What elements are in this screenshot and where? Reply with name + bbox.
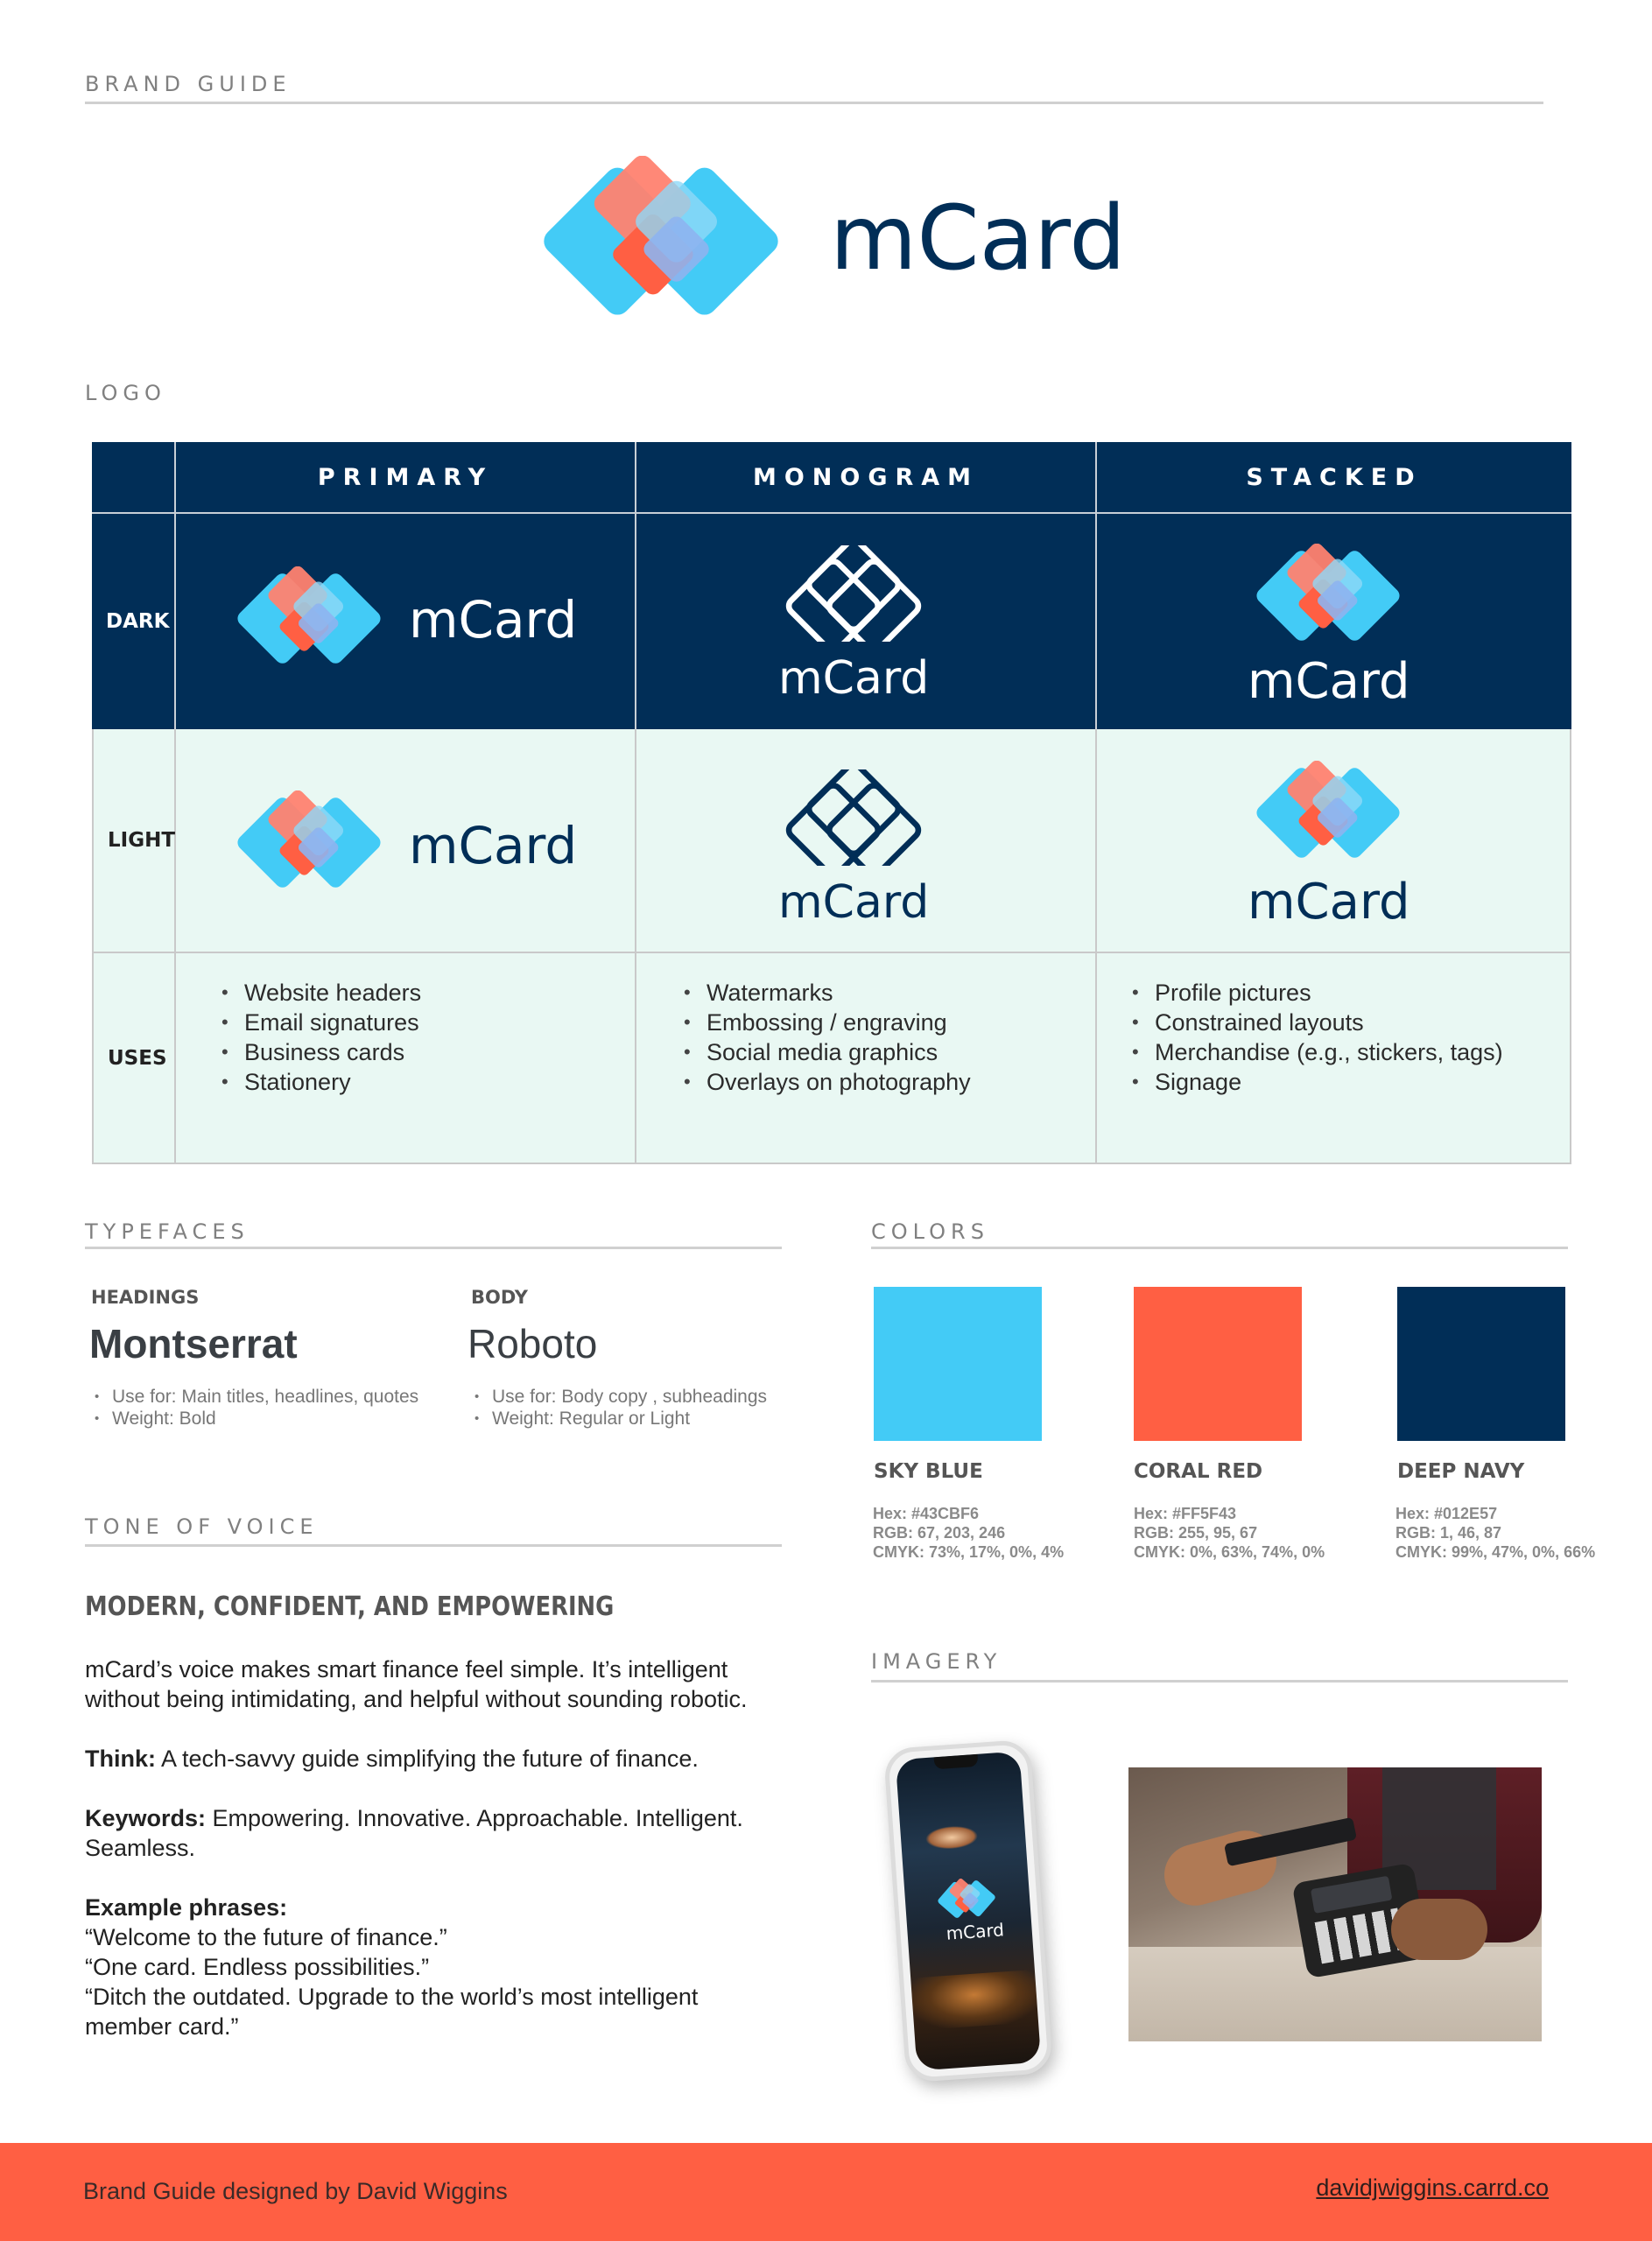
color-name-sky-blue: SKY BLUE: [874, 1460, 983, 1483]
monogram-uses-list: [684, 978, 971, 1097]
row-light-label: LIGHT: [92, 729, 176, 952]
stacked-light-cell: [1097, 729, 1571, 952]
list-item: • Use for: Main titles, headlines, quotes: [95, 1386, 418, 1408]
stacked-uses-list: [1132, 978, 1503, 1097]
footer-bar: [0, 2143, 1652, 2241]
swatch-sky-blue: [874, 1287, 1042, 1441]
phone-wordmark: mCard: [945, 1919, 1005, 1944]
list-item: • Watermarks: [684, 978, 971, 1008]
swatch-coral-red: [1134, 1287, 1302, 1441]
think-label: Think:: [85, 1746, 156, 1772]
phone-light-glow: [924, 1824, 979, 1851]
monogram-light-wordmark: mCard: [778, 876, 930, 929]
list-item: • Stationery: [221, 1067, 421, 1097]
headings-title: HEADINGS: [91, 1287, 200, 1308]
header-divider: [85, 102, 1543, 104]
stacked-dark-cell: [1097, 512, 1571, 729]
phone-screen: [896, 1751, 1041, 2070]
list-item: • Business cards: [221, 1037, 421, 1067]
stacked-light-logomark: [1249, 761, 1407, 868]
tone-body: [85, 1654, 785, 2041]
primary-dark-cell: [176, 512, 636, 729]
swatch-deep-navy: [1397, 1287, 1565, 1441]
logo-table: [92, 442, 1571, 1164]
tone-label: TONE OF VOICE: [85, 1514, 319, 1539]
stacked-dark-wordmark: mCard: [1248, 653, 1410, 710]
footer-link[interactable]: davidjwiggins.carrd.co: [1316, 2174, 1549, 2201]
typefaces-label: TYPEFACES: [85, 1219, 250, 1244]
primary-uses-list: [221, 978, 421, 1097]
example-phrase: “One card. Endless possibilities.”: [85, 1954, 430, 1980]
list-item: • Weight: Regular or Light: [475, 1408, 767, 1430]
think-text: A tech-savvy guide simplifying the future of finance.: [156, 1746, 699, 1772]
col-monogram: MONOGRAM: [636, 442, 1097, 512]
tone-divider: [85, 1544, 782, 1547]
body-font-name: Roboto: [467, 1321, 598, 1366]
list-item: • Constrained layouts: [1132, 1008, 1503, 1037]
phone-logomark: [933, 1876, 999, 1924]
monogram-uses-cell: [636, 952, 1097, 1164]
typefaces-divider: [85, 1247, 782, 1249]
primary-light-wordmark: mCard: [409, 816, 578, 875]
payment-terminal-photo: [1128, 1767, 1542, 2041]
imagery-divider: [871, 1680, 1568, 1683]
table-corner: [92, 442, 176, 512]
list-item: • Signage: [1132, 1067, 1503, 1097]
primary-light-cell: [176, 729, 636, 952]
col-stacked: STACKED: [1097, 442, 1571, 512]
stacked-uses-cell: [1097, 952, 1571, 1164]
list-item: • Use for: Body copy , subheadings: [475, 1386, 767, 1408]
list-item: • Merchandise (e.g., stickers, tags): [1132, 1037, 1503, 1067]
keywords-label: Keywords:: [85, 1805, 207, 1831]
monogram-light-cell: [636, 729, 1097, 952]
stacked-light-wordmark: mCard: [1248, 874, 1410, 931]
color-info-sky-blue: Hex: #43CBF6 RGB: 67, 203, 246 CMYK: 73%, 17%, 0%, 4%: [873, 1505, 1065, 1561]
colors-divider: [871, 1247, 1568, 1249]
body-title: BODY: [471, 1287, 528, 1308]
imagery-label: IMAGERY: [871, 1649, 1002, 1674]
example-phrase: “Ditch the outdated. Upgrade to the world’s most intelligent member card.”: [85, 1984, 699, 2040]
hero-wordmark: mCard: [830, 186, 1126, 291]
tone-think: [85, 1744, 785, 1774]
tone-headline: MODERN, CONFIDENT, AND EMPOWERING: [85, 1591, 615, 1622]
examples-label: Example phrases:: [85, 1894, 288, 1921]
list-item: • Overlays on photography: [684, 1067, 971, 1097]
tone-intro: mCard’s voice makes smart finance feel simple. It’s intelligent without being intimidating, and helpful without sounding robotic.: [85, 1656, 748, 1712]
logo-section-label: LOGO: [85, 381, 166, 405]
list-item: • Website headers: [221, 978, 421, 1008]
footer-credit: Brand Guide designed by David Wiggins: [83, 2178, 508, 2204]
headings-notes: [95, 1386, 418, 1430]
color-info-deep-navy: Hex: #012E57 RGB: 1, 46, 87 CMYK: 99%, 47%, 0%, 66%: [1395, 1505, 1596, 1561]
list-item: • Profile pictures: [1132, 978, 1503, 1008]
monogram-light-mark: [775, 769, 932, 866]
colors-label: COLORS: [871, 1219, 989, 1244]
monogram-dark-cell: [636, 512, 1097, 729]
monogram-dark-mark: [775, 545, 932, 642]
col-primary: PRIMARY: [176, 442, 636, 512]
primary-uses-cell: [176, 952, 636, 1164]
color-name-coral-red: CORAL RED: [1134, 1460, 1263, 1483]
list-item: • Embossing / engraving: [684, 1008, 971, 1037]
primary-dark-logomark: [230, 566, 388, 673]
photo-hand-right: [1391, 1899, 1487, 1960]
list-item: • Weight: Bold: [95, 1408, 418, 1430]
phone-notch: [934, 1754, 979, 1769]
body-notes: [475, 1386, 767, 1430]
hero-logomark: [525, 156, 797, 331]
row-dark-label: DARK: [92, 512, 176, 729]
tone-keywords: [85, 1803, 785, 1863]
phone-mockup-image: [883, 1739, 1053, 2083]
color-info-coral-red: Hex: #FF5F43 RGB: 255, 95, 67 CMYK: 0%, 63%, 74%, 0%: [1134, 1505, 1325, 1561]
row-uses-label: USES: [92, 952, 176, 1164]
example-phrase: “Welcome to the future of finance.”: [85, 1924, 447, 1950]
list-item: • Email signatures: [221, 1008, 421, 1037]
monogram-dark-wordmark: mCard: [778, 652, 930, 705]
primary-light-logomark: [230, 790, 388, 897]
color-name-deep-navy: DEEP NAVY: [1397, 1460, 1525, 1483]
list-item: • Social media graphics: [684, 1037, 971, 1067]
stacked-dark-logomark: [1249, 544, 1407, 650]
brand-guide-label: BRAND GUIDE: [85, 72, 292, 96]
terminal-screen: [1311, 1876, 1392, 1914]
headings-font-name: Montserrat: [89, 1321, 298, 1366]
photo-smartphone: [1224, 1817, 1357, 1867]
primary-dark-wordmark: mCard: [409, 590, 578, 650]
keywords-text: Empowering. Innovative. Approachable. Intelligent. Seamless.: [85, 1805, 743, 1861]
phone-bar-glow: [910, 1970, 1038, 2031]
